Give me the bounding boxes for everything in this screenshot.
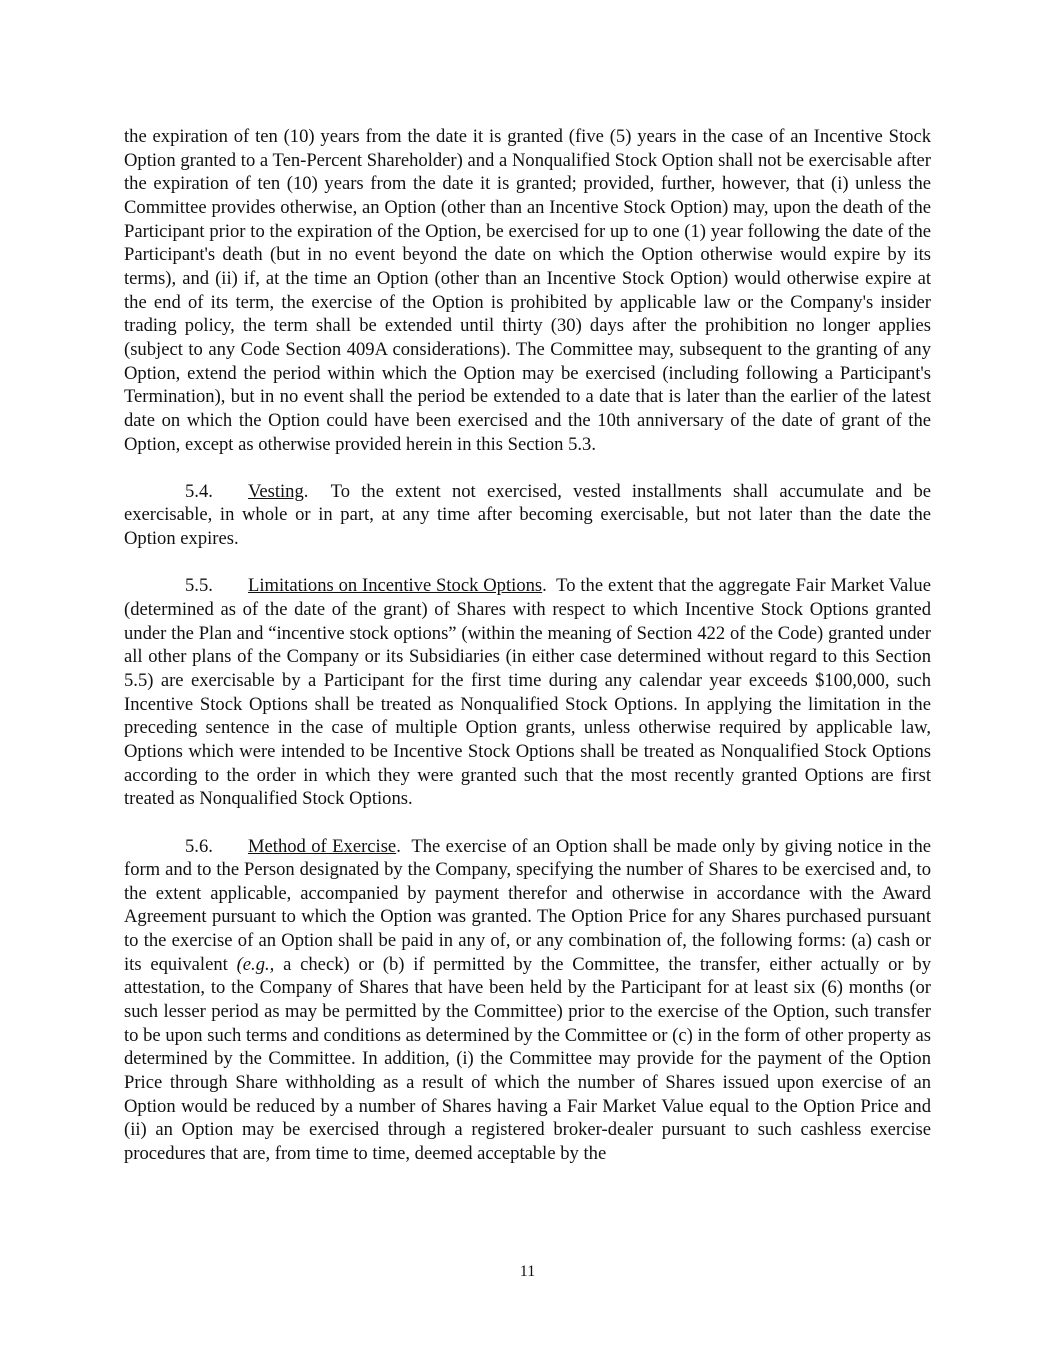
document-page [124, 125, 931, 1189]
section-number: 5.4. [185, 480, 213, 502]
paragraph-text: To the extent not exercised, vested installments shall accumulate and be exercisable, in whole or in part, at any time after becoming exercisable, but not later than the date the Option expires. [124, 480, 932, 550]
section-5-5-limitations: 5.5. Limitations on Incentive Stock Options. To the extent that the aggregate Fair Market Value (determined as of the date of the grant) of Shares with respect to which Incentive Stock Options granted under the Plan and “incentive stock options” (within the meaning of Section 422 of the Code) granted under all other plans of the Company or its Subsidiaries (in either case determined without regard to this Section 5.5) are exercisable by a Participant for the first time during any calendar year exceeds $100,000, such Incentive Stock Options shall be treated as Nonqualified Stock Options. In applying the limitation in the preceding sentence in the case of multiple Option grants, unless otherwise required by applicable law, Options which were intended to be Incentive Stock Options shall be treated as Nonqualified Stock Options according to the order in which they were granted such that the most recently granted Options are first treated as Nonqualified Stock Options. [124, 575, 931, 810]
section-heading: Method of Exercise [248, 835, 397, 857]
paragraph-text: the expiration of ten (10) years from the date it is granted (five (5) years in the case of an Incentive Stock Option granted to a Ten-Percent Shareholder) and a Nonqualified Stock Option shall not be exercisable after the expiration of ten (10) years from the date it is granted; provided, further, however, that (i) unless the Committee provides otherwise, an Option (other than an Incentive Stock Option) may, upon the death of the Participant prior to the expiration of the Option, be exercised for up to one (1) year following the date of the Participant's death (but in no event beyond the date on which the Option otherwise would expire by its terms), and (ii) if, at the time an Option (other than an Incentive Stock Option) would otherwise expire at the end of its term, the exercise of the Option is prohibited by applicable law or the Company's insider trading policy, the term shall be extended until thirty (30) days after the prohibition no longer applies (subject to any Code Section 409A considerations). The Committee may, subsequent to the granting of any Option, extend the period within which the Option may be exercised (including following a Participant's Termination), but in no event shall the period be extended to a date that is later than the earlier of the latest date on which the Option could have been exercised and the 10th anniversary of the date of grant of the Option, except as otherwise provided herein in this Section 5.3. [124, 126, 931, 455]
paragraph-text: To the extent that the aggregate Fair Market Value (determined as of the date of the grant) of Shares with respect to which Incentive Stock Options granted under the Plan and “incentive stock options” (within the meaning of Section 422 of the Code) granted under all other plans of the Company or its Subsidiaries (in either case determined without regard to this Section 5.5) are exercisable by a Participant for the first time during any calendar year exceeds $100,000, such Incentive Stock Options shall be treated as Nonqualified Stock Options. In applying the limitation in the preceding sentence in the case of multiple Option grants, unless otherwise required by applicable law, Options which were intended to be Incentive Stock Options shall be treated as Nonqualified Stock Options according to the order in which they were granted such that the most recently granted Options are first treated as Nonqualified Stock Options. [124, 575, 931, 810]
page-number: 11 [519, 1263, 536, 1280]
paragraph-text: The exercise of an Option shall be made only by giving notice in the form and to the Person designated by the Company, specifying the number of Shares to be exercised and, to the extent applicable, accompanied by payment therefor and otherwise in accordance with the Award Agreement pursuant to which the Option was granted. The Option Price for any Shares purchased pursuant to the exercise of an Option shall be paid in any of, or any combination of, the following forms: (a) cash or its equivalent [124, 835, 932, 975]
section-5-4-vesting: 5.4. Vesting. To the extent not exercised, vested installments shall accumulate and be exercisable, in whole or in part, at any time after becoming exercisable, but not later than the date the Option expires. [124, 480, 932, 550]
section-heading: Vesting [248, 480, 304, 502]
paragraph-5-3-continuation [124, 125, 931, 456]
italic-abbreviation: (e.g., [236, 953, 275, 975]
section-heading: Limitations on Incentive Stock Options [248, 575, 543, 597]
section-number: 5.6. [185, 835, 213, 857]
section-5-6-method-of-exercise: 5.6. Method of Exercise. The exercise of an Option shall be made only by giving notice in the form and to the Person designated by the Company, specifying the number of Shares to be exercised and, to the extent applicable, accompanied by payment therefor and otherwise in accordance with the Award Agreement pursuant to which the Option was granted. The Option Price for any Shares purchased pursuant to the exercise of an Option shall be paid in any of, or any combination of, the following forms: (a) cash or its equivalent (e.g., a check) or (b) if permitted by the Committee, the transfer, either actually or by attestation, to the Company of Shares that have been held by the Participant for at least six (6) months (or such lesser period as may be permitted by the Committee) prior to the exercise of the Option, such transfer to be upon such terms and conditions as determined by the Committee or (c) in the form of other property as determined by the Committee. In addition, (i) the Committee may provide for the payment of the Option Price through Share withholding as a result of which the number of Shares issued upon exercise of an Option would be reduced by a number of Shares having a Fair Market Value equal to the Option Price and (ii) an Option may be exercised through a registered broker-dealer pursuant to such cashless exercise procedures that are, from time to time, deemed acceptable by the [124, 835, 932, 1165]
paragraph-text-continued: a check) or (b) if permitted by the Committee, the transfer, either actually or by attestation, to the Company of Shares that have been held by the Participant for at least six (6) months (or such lesser period as may be permitted by the Committee) prior to the exercise of the Option, such transfer to be upon such terms and conditions as determined by the Committee or (c) in the form of other property as determined by the Committee. In addition, (i) the Committee may provide for the payment of the Option Price through Share withholding as a result of which the number of Shares issued upon exercise of an Option would be reduced by a number of Shares having a Fair Market Value equal to the Option Price and (ii) an Option may be exercised through a registered broker-dealer pursuant to such cashless exercise procedures that are, from time to time, deemed acceptable by the [124, 953, 931, 1165]
section-number: 5.5. [185, 575, 213, 597]
